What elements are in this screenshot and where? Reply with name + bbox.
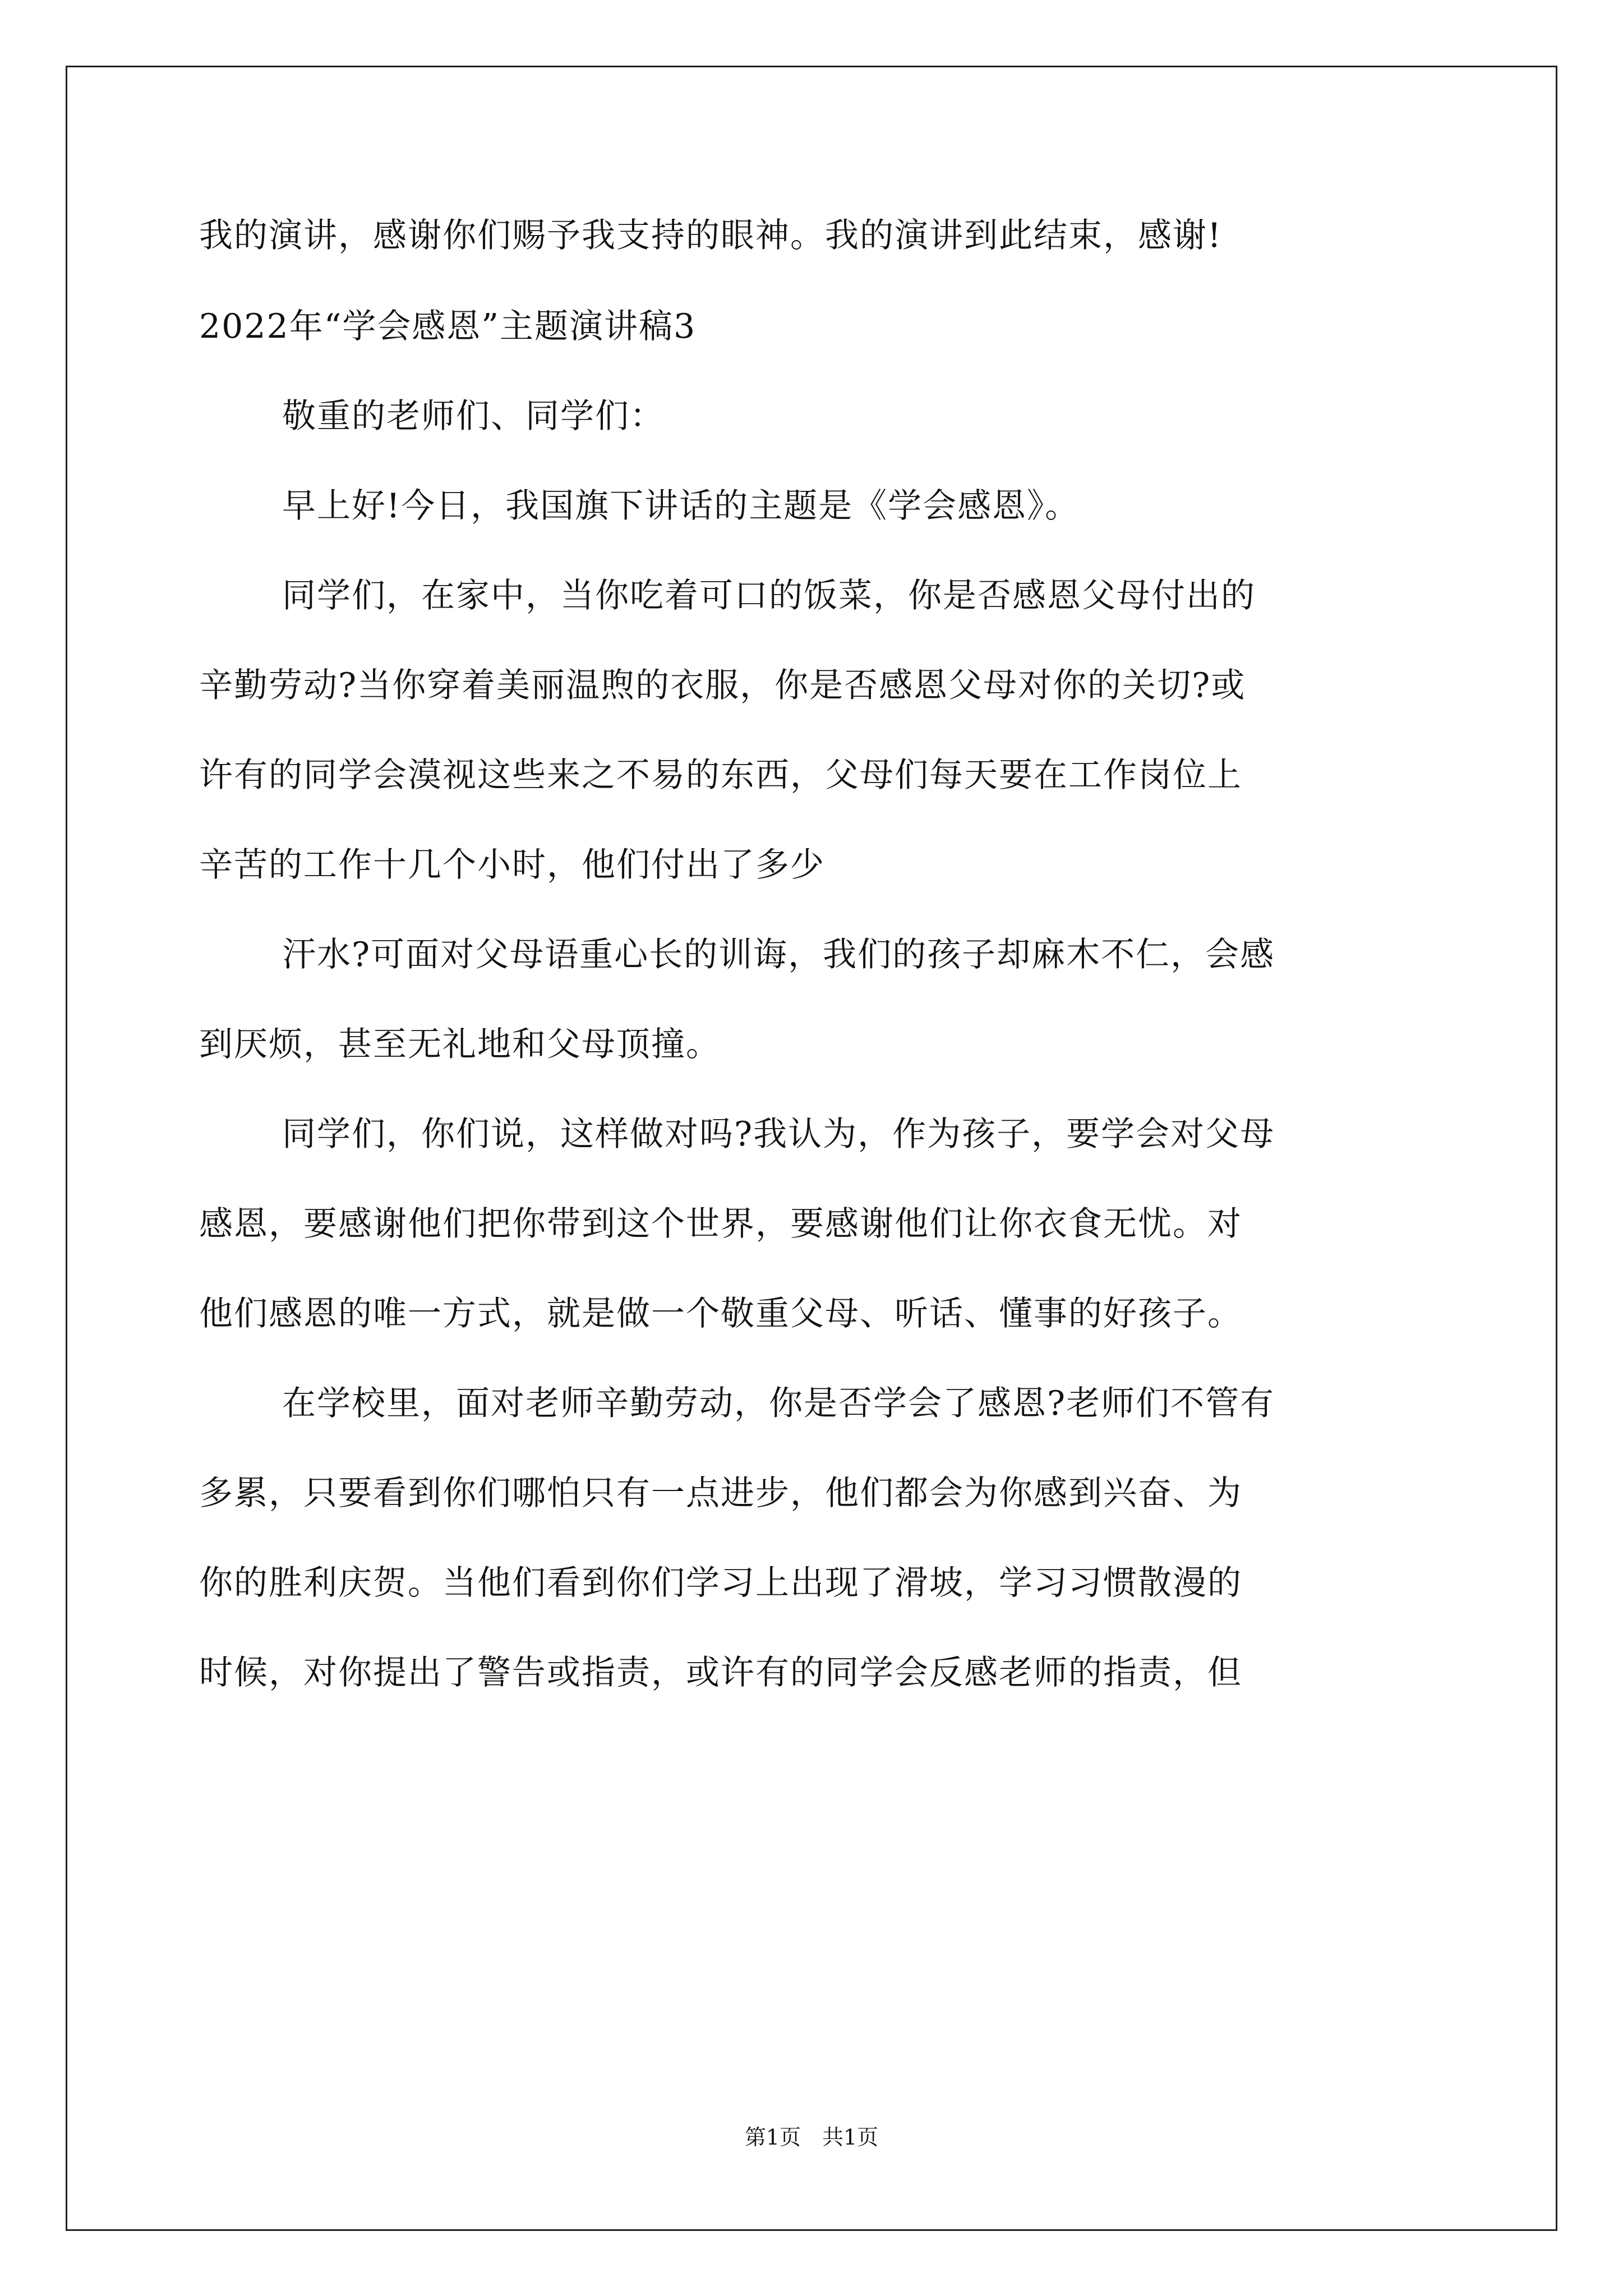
text-line: 他们感恩的唯一方式，就是做一个敬重父母、听话、懂事的好孩子。: [199, 1294, 1242, 1333]
text-line: 多累，只要看到你们哪怕只有一点进步，他们都会为你感到兴奋、为: [199, 1474, 1242, 1513]
page-number-footer: 第1页 共1页: [744, 2125, 879, 2150]
text-line: 辛勤劳动?当你穿着美丽温煦的衣服，你是否感恩父母对你的关切?或: [199, 666, 1246, 705]
text-line: 早上好!今日，我国旗下讲话的主题是《学会感恩》。: [282, 486, 1080, 526]
document-heading: 2022年“学会感恩”主题演讲稿3: [199, 307, 697, 346]
text-line: 你的胜利庆贺。当他们看到你们学习上出现了滑坡，学习习惯散漫的: [199, 1563, 1242, 1603]
text-line: 同学们，在家中，当你吃着可口的饭菜，你是否感恩父母付出的: [282, 576, 1256, 615]
text-line: 辛苦的工作十几个小时，他们付出了多少: [199, 845, 825, 885]
text-line: 我的演讲，感谢你们赐予我支持的眼神。我的演讲到此结束，感谢!: [199, 216, 1223, 255]
text-line: 感恩，要感谢他们把你带到这个世界，要感谢他们让你衣食无忧。对: [199, 1204, 1242, 1244]
text-line: 到厌烦，甚至无礼地和父母顶撞。: [199, 1025, 721, 1064]
text-line: 在学校里，面对老师辛勤劳动，你是否学会了感恩?老师们不管有: [282, 1384, 1275, 1423]
text-line: 许有的同学会漠视这些来之不易的东西，父母们每天要在工作岗位上: [199, 756, 1242, 795]
salutation: 敬重的老师们、同学们：: [282, 397, 665, 436]
text-line: 时候，对你提出了警告或指责，或许有的同学会反感老师的指责，但: [199, 1653, 1242, 1692]
text-line: 汗水?可面对父母语重心长的训诲，我们的孩子却麻木不仁，会感: [282, 935, 1275, 974]
text-line: 同学们，你们说，这样做对吗?我认为，作为孩子，要学会对父母: [282, 1115, 1275, 1154]
